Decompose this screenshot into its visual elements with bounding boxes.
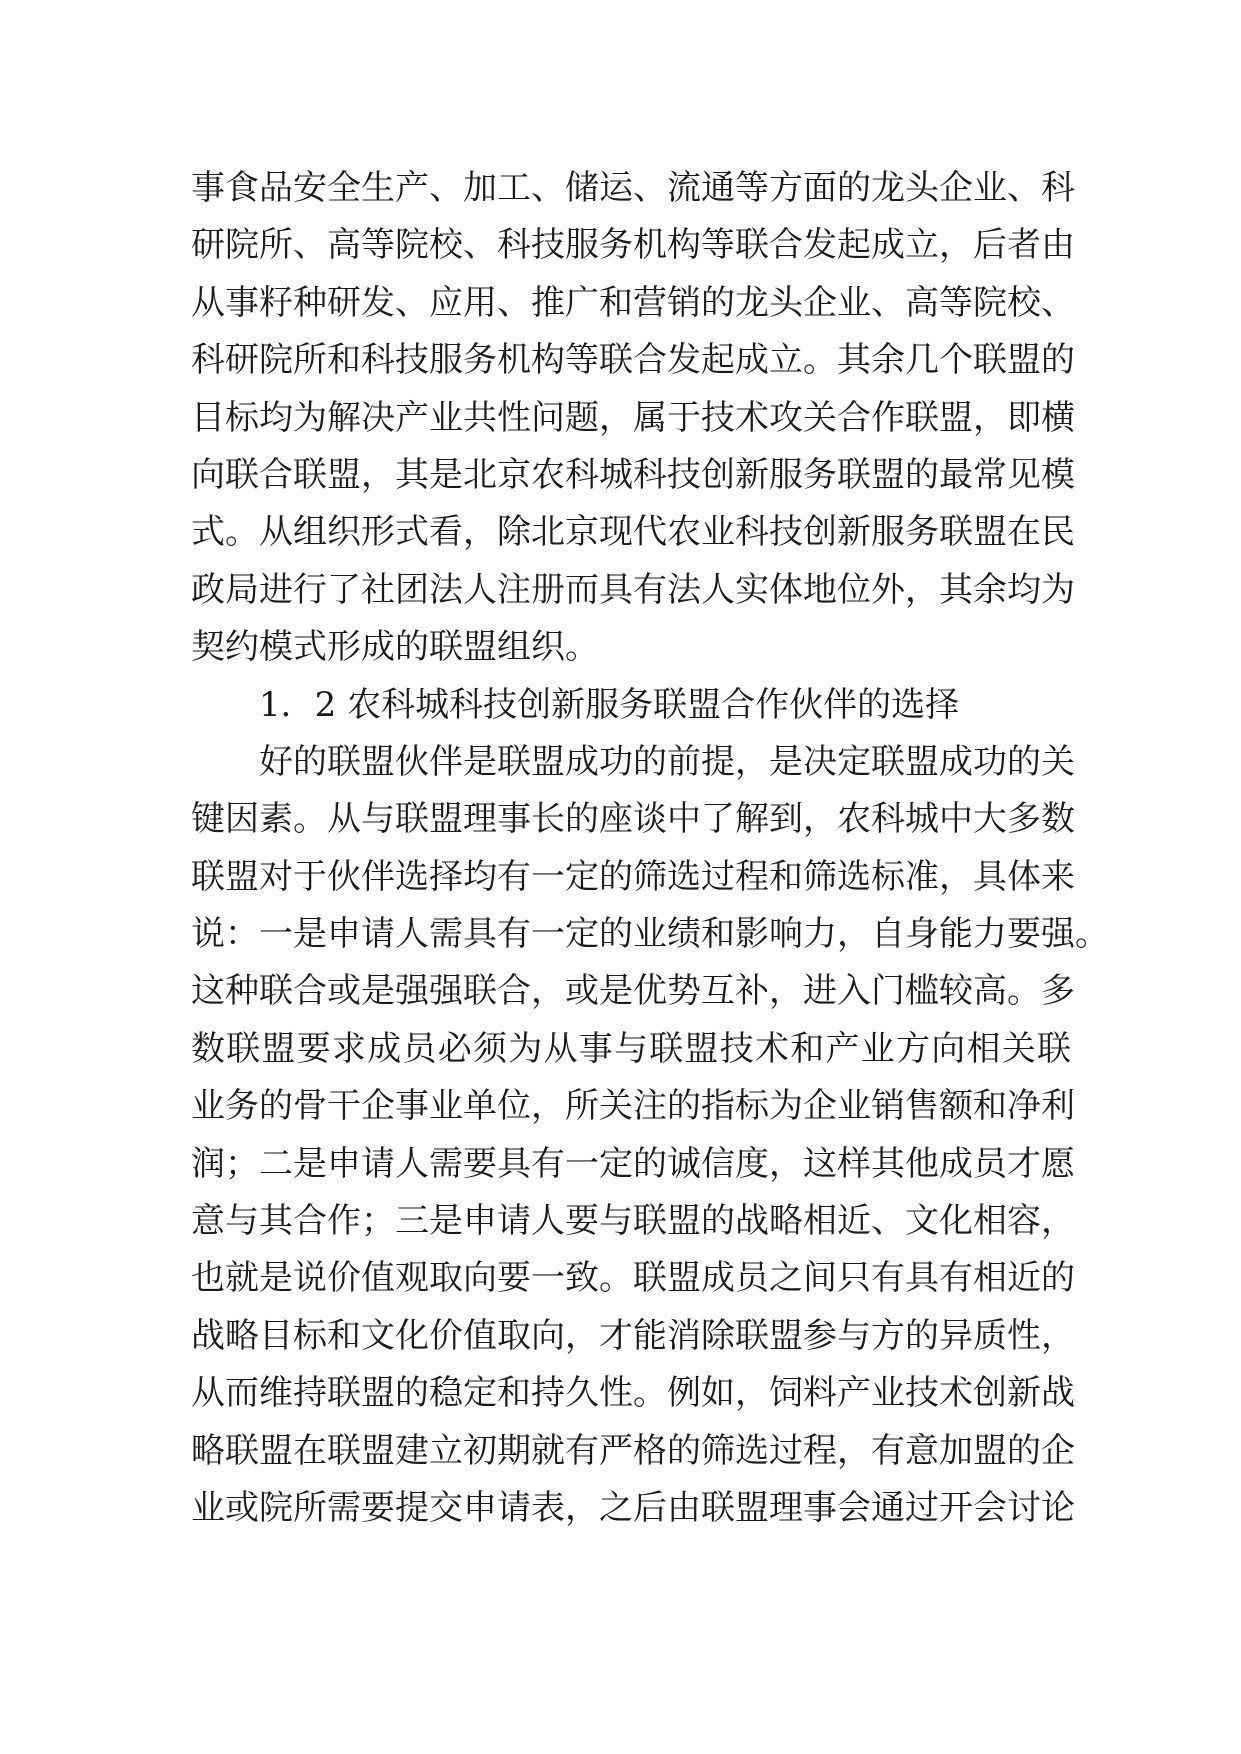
text-line: 意与其合作；三是申请人要与联盟的战略相近、文化相容，: [191, 1201, 1075, 1242]
text-line: 说：一是申请人需具有一定的业绩和影响力，自身能力要强。: [191, 914, 1109, 955]
body-text: [191, 160, 1109, 1537]
text-line: 数联盟要求成员必须为从事与联盟技术和产业方向相关联: [191, 1028, 1071, 1069]
text-line: 从而维持联盟的稳定和持久性。例如，饲料产业技术创新战: [191, 1373, 1075, 1414]
text-line: 键因素。从与联盟理事长的座谈中了解到，农科城中大多数: [191, 799, 1075, 840]
text-line: 研院所、高等院校、科技服务机构等联合发起成立，后者由: [191, 225, 1075, 266]
text-line: 科研院所和科技服务机构等联合发起成立。其余几个联盟的: [191, 340, 1075, 381]
text-line: 业或院所需要提交申请表，之后由联盟理事会通过开会讨论: [191, 1487, 1075, 1528]
section-heading: [191, 677, 1071, 734]
text-line: 事食品安全生产、加工、储运、流通等方面的龙头企业、科: [191, 168, 1075, 208]
text-line: 从事籽种研发、应用、推广和营销的龙头企业、高等院校、: [191, 282, 1075, 323]
text-line: 这种联合或是强强联合，或是优势互补，进入门槛较高。多: [191, 971, 1075, 1012]
text-line: 式。从组织形式看，除北京现代农业科技创新服务联盟在民: [191, 512, 1075, 553]
text-line: 业务的骨干企事业单位，所关注的指标为企业销售额和净利: [191, 1086, 1075, 1127]
text-line: 契约模式形成的联盟组织。: [191, 627, 599, 668]
text-line: 政局进行了社团法人注册而具有法人实体地位外，其余均为: [191, 569, 1075, 610]
text-line: 好的联盟伙伴是联盟成功的前提，是决定联盟成功的关: [259, 741, 1075, 782]
text-line: 略联盟在联盟建立初期就有严格的筛选过程，有意加盟的企: [191, 1430, 1075, 1471]
text-line: 战略目标和文化价值取向，才能消除联盟参与方的异质性，: [191, 1315, 1075, 1356]
section-heading-text: 1．2 农科城科技创新服务联盟合作伙伴的选择: [259, 684, 960, 725]
text-line: 目标均为解决产业共性问题，属于技术攻关合作联盟，即横: [191, 397, 1075, 438]
text-line: 联盟对于伙伴选择均有一定的筛选过程和筛选标准，具体来: [191, 856, 1075, 897]
text-line: 也就是说价值观取向要一致。联盟成员之间只有具有相近的: [191, 1258, 1075, 1299]
text-line: 润；二是申请人需要具有一定的诚信度，这样其他成员才愿: [191, 1143, 1075, 1184]
paragraph-1: [191, 160, 1075, 677]
paragraph-2: [191, 734, 1109, 1537]
text-line: 向联合联盟，其是北京农科城科技创新服务联盟的最常见模: [191, 454, 1075, 495]
